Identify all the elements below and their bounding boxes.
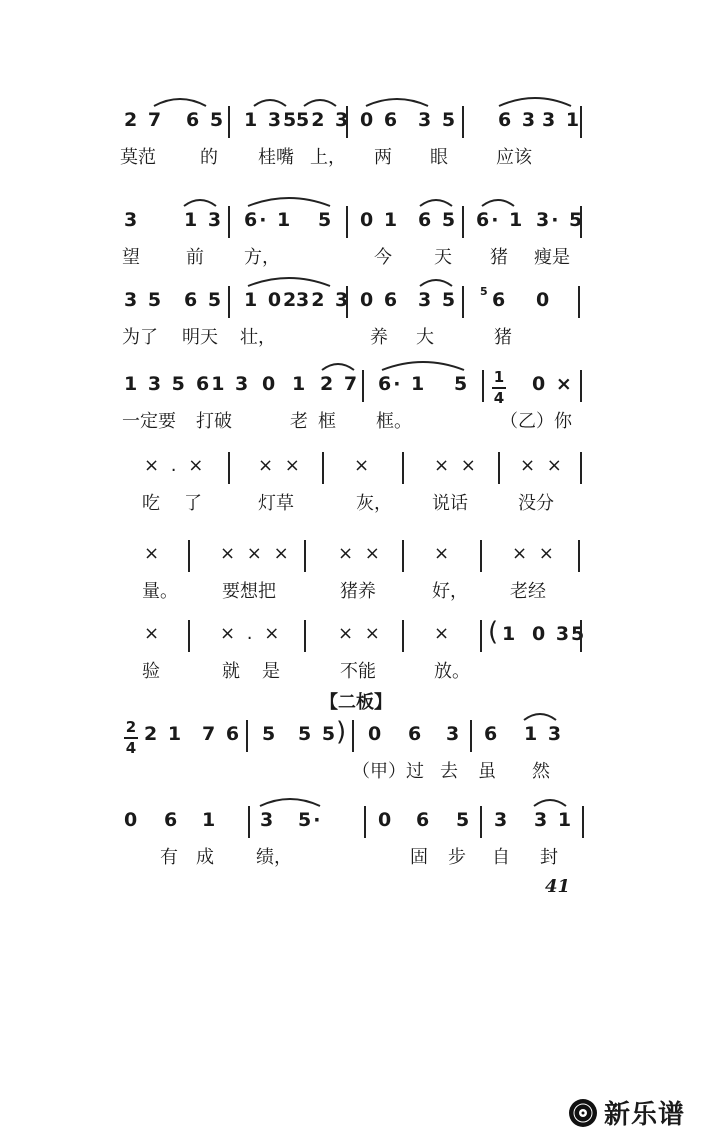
section-label: 【二板】 — [320, 692, 392, 713]
note-group: 2 7 — [320, 373, 360, 395]
barline — [188, 620, 190, 652]
note-group: 5 — [454, 373, 470, 395]
note-group: 3 5 — [418, 289, 458, 311]
barline — [580, 370, 582, 402]
barline — [580, 106, 582, 138]
barline — [346, 106, 348, 138]
barline — [228, 206, 230, 238]
notation-row — [0, 534, 701, 574]
lyric-text: 一定要 — [122, 411, 176, 432]
note-group: 5 — [456, 809, 472, 831]
score-system-4 — [0, 364, 701, 454]
note-group: 3 1 — [534, 809, 574, 831]
note-group: 32 3 — [296, 289, 351, 311]
barline — [580, 620, 582, 652]
page-number: 41 — [545, 876, 571, 897]
lyric-text: 成 — [196, 847, 214, 868]
note-group: 6 5 — [186, 109, 226, 131]
time-signature — [124, 720, 138, 760]
barline — [482, 370, 484, 402]
barline — [582, 806, 584, 838]
lyric-text: 猪养 — [340, 581, 376, 602]
lyric-text: 莫范 — [120, 147, 156, 168]
note-group: × × — [338, 543, 383, 564]
barline — [362, 370, 364, 402]
lyric-text: 不能 — [340, 661, 376, 682]
notation-row — [0, 364, 701, 407]
lyric-text: 绩， — [256, 847, 292, 868]
barline — [578, 540, 580, 572]
note-group: × × — [512, 543, 557, 564]
score-system-6 — [0, 534, 701, 624]
barline — [346, 206, 348, 238]
lyric-text: 老 — [290, 411, 308, 432]
note-group: 6 — [164, 809, 180, 831]
note-group: 5 — [262, 723, 278, 745]
barline — [498, 452, 500, 484]
notation-row — [0, 280, 701, 320]
notation-row — [0, 446, 701, 486]
note-group: × — [144, 543, 163, 564]
note-group: 3 — [260, 809, 276, 831]
barline — [228, 106, 230, 138]
lyric-text: 灯草 — [258, 493, 294, 514]
note-group: 5· — [298, 809, 323, 831]
barline — [402, 452, 404, 484]
score-system-9 — [0, 800, 701, 890]
score-system-1 — [0, 100, 701, 190]
record-disc-icon — [568, 1098, 598, 1128]
lyric-text: 眼 — [430, 147, 448, 168]
note-group: × . × — [144, 455, 207, 476]
barline — [304, 540, 306, 572]
lyric-text: 去 — [440, 761, 458, 782]
lyric-text: 两 — [374, 147, 392, 168]
time-sig-bottom: 4 — [493, 389, 505, 407]
open-parenthesis: ( — [488, 617, 501, 647]
note-group: 1 — [292, 373, 308, 395]
lyric-text: 框 — [318, 411, 336, 432]
note-group: 6 5 — [184, 289, 224, 311]
lyric-text: 虽 — [478, 761, 496, 782]
barline — [462, 106, 464, 138]
lyric-text: 瘦是 — [534, 247, 570, 268]
lyric-text: 要想把 — [222, 581, 276, 602]
note-group: 2 7 — [124, 109, 164, 131]
watermark-logo — [568, 1094, 685, 1131]
note-group: 6· 1 — [476, 209, 525, 231]
notation-row — [0, 100, 701, 140]
note-group: 0 — [536, 289, 552, 311]
notation-row — [0, 800, 701, 840]
barline — [480, 540, 482, 572]
note-group: 1 3 — [184, 209, 224, 231]
lyric-text: 老经 — [510, 581, 546, 602]
grace-note: 5 — [480, 285, 490, 298]
notation-row — [0, 200, 701, 240]
lyric-text: 放。 — [434, 661, 470, 682]
note-group: 0 1 — [360, 209, 400, 231]
lyric-text: 框。 — [376, 411, 412, 432]
note-group: × × × — [220, 543, 292, 564]
lyric-text: 望 — [122, 247, 140, 268]
note-group: 1 — [502, 623, 518, 645]
lyric-text: 上， — [310, 147, 346, 168]
note-group: 3 — [446, 723, 462, 745]
lyric-text: 封 — [540, 847, 558, 868]
lyric-text: （乙）你 — [500, 411, 572, 432]
note-group: 2 1 — [144, 723, 184, 745]
time-sig-top: 1 — [493, 368, 505, 386]
note-group: 3 — [124, 209, 140, 231]
note-group: 1 35 — [244, 109, 299, 131]
barline — [228, 452, 230, 484]
note-group: 3 5 — [124, 289, 164, 311]
note-group: 1 02 — [244, 289, 299, 311]
note-group: × — [434, 623, 453, 644]
time-sig-top: 2 — [125, 718, 137, 736]
note-group: 0 — [124, 809, 140, 831]
note-group: 1 — [202, 809, 218, 831]
note-group: 0 — [378, 809, 394, 831]
score-system-5 — [0, 446, 701, 536]
lyric-text: 就 — [222, 661, 240, 682]
note-group: 5 5 — [298, 723, 338, 745]
note-group: 6 — [492, 289, 508, 311]
note-group: × — [144, 623, 163, 644]
lyric-text: 量。 — [142, 581, 178, 602]
note-group: 0 — [262, 373, 278, 395]
note-group: 0 × — [532, 373, 574, 395]
lyric-text: 为了 — [122, 327, 158, 348]
barline — [304, 620, 306, 652]
lyric-text: 好， — [432, 581, 468, 602]
barline — [352, 720, 354, 752]
lyric-text: 有 — [160, 847, 178, 868]
lyric-text: 前 — [186, 247, 204, 268]
barline — [246, 720, 248, 752]
note-group: 0 6 — [360, 289, 400, 311]
note-group: 3· 5 — [536, 209, 585, 231]
lyric-text: 养 — [370, 327, 388, 348]
watermark-text: 新乐谱 — [604, 1100, 686, 1130]
note-group: 6· 1 — [378, 373, 427, 395]
barline — [228, 286, 230, 318]
note-group: 1 3 — [524, 723, 564, 745]
lyric-text: 吃 — [142, 493, 160, 514]
lyric-text: 方， — [244, 247, 280, 268]
barline — [470, 720, 472, 752]
barline — [578, 286, 580, 318]
lyric-text: 然 — [532, 761, 550, 782]
barline — [364, 806, 366, 838]
time-sig-bottom: 4 — [125, 739, 137, 757]
note-group: 7 6 — [202, 723, 242, 745]
note-group: 3 — [494, 809, 510, 831]
score-system-8 — [0, 714, 701, 804]
barline — [580, 452, 582, 484]
note-group: × × — [258, 455, 303, 476]
barline — [322, 452, 324, 484]
notation-row — [0, 614, 701, 654]
lyric-text: （甲）过 — [352, 761, 424, 782]
barline — [462, 206, 464, 238]
lyric-text: 猪 — [494, 327, 512, 348]
time-signature — [492, 370, 506, 410]
lyric-text: 灰， — [356, 493, 392, 514]
note-group: × — [354, 455, 373, 476]
lyric-text: 壮， — [240, 327, 276, 348]
note-group: 5 — [318, 209, 334, 231]
lyric-text: 说话 — [432, 493, 468, 514]
note-group: 6 — [416, 809, 432, 831]
lyric-text: 大 — [416, 327, 434, 348]
lyric-text: 固 — [410, 847, 428, 868]
note-group: 3 1 — [542, 109, 582, 131]
note-group: × × — [520, 455, 565, 476]
note-group: 6 3 — [498, 109, 538, 131]
notation-row — [0, 714, 701, 757]
barline — [346, 286, 348, 318]
note-group: 0 — [368, 723, 384, 745]
lyric-text: 没分 — [518, 493, 554, 514]
note-group: 6· 1 — [244, 209, 293, 231]
barline — [188, 540, 190, 572]
note-group: × — [434, 543, 453, 564]
note-group: 0 35 — [532, 623, 587, 645]
note-group: 6 5 — [418, 209, 458, 231]
note-group: 6 — [408, 723, 424, 745]
note-group: × × — [434, 455, 479, 476]
lyric-text: 桂嘴 — [258, 147, 294, 168]
close-parenthesis: ) — [336, 717, 349, 747]
lyric-text: 步 — [448, 847, 466, 868]
barline — [248, 806, 250, 838]
lyric-text: 了 — [184, 493, 202, 514]
lyric-text: 天 — [434, 247, 452, 268]
barline — [402, 620, 404, 652]
barline — [480, 806, 482, 838]
note-group: 52 3 — [296, 109, 351, 131]
lyric-text: 打破 — [196, 411, 232, 432]
note-group: 3 5 — [418, 109, 458, 131]
lyric-text: 自 — [492, 847, 510, 868]
note-group: 0 6 — [360, 109, 400, 131]
lyric-text: 验 — [142, 661, 160, 682]
barline — [402, 540, 404, 572]
note-group: 61 3 — [196, 373, 251, 395]
score-system-2 — [0, 200, 701, 290]
barline — [480, 620, 482, 652]
lyric-text: 明天 — [182, 327, 218, 348]
note-group: 6 — [484, 723, 500, 745]
lyric-text: 应该 — [496, 147, 532, 168]
note-group: 1 3 5 — [124, 373, 187, 395]
note-group: × . × — [220, 623, 283, 644]
barline — [462, 286, 464, 318]
lyric-text: 今 — [374, 247, 392, 268]
lyric-text: 猪 — [490, 247, 508, 268]
note-group: × × — [338, 623, 383, 644]
lyric-text: 的 — [200, 147, 218, 168]
barline — [580, 206, 582, 238]
lyric-text: 是 — [262, 661, 280, 682]
